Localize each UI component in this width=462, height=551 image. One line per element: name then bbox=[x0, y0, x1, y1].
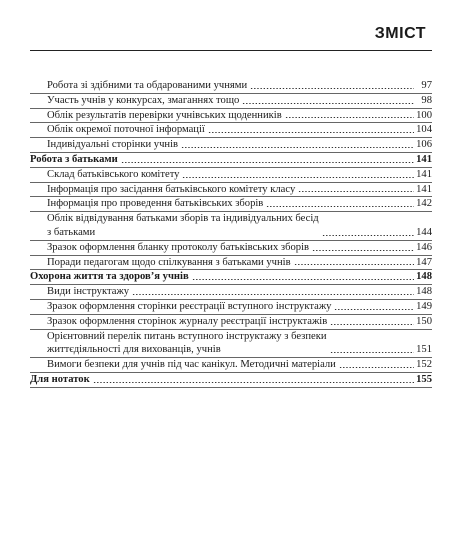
toc-page-number: 148 bbox=[416, 286, 432, 298]
toc-entry-title bbox=[47, 183, 295, 197]
toc-entry-title-line: Зразок оформлення бланку протоколу батьківських зборів bbox=[47, 241, 310, 253]
toc-entry bbox=[30, 138, 432, 153]
toc-entry-title-line: Інформація про засідання батьківського комітету класу bbox=[47, 183, 296, 195]
dot-leader bbox=[266, 205, 414, 208]
toc-entry-title-line: життєдіяльності для вихованців, учнів bbox=[47, 344, 221, 356]
dot-leader bbox=[339, 366, 414, 369]
toc-entry-title bbox=[47, 241, 309, 255]
toc-page-number: 97 bbox=[421, 80, 432, 91]
dot-leader bbox=[285, 116, 414, 119]
toc-entry-title bbox=[30, 270, 189, 284]
toc-page-number: 149 bbox=[416, 300, 432, 312]
toc-entry bbox=[30, 212, 432, 241]
page-title: ЗМІСТ bbox=[374, 25, 426, 42]
toc-entry-title-line: Інформація про проведення батьківських зборів bbox=[47, 198, 264, 210]
toc-entry-title-line: Охорона життя та здоров’я учнів bbox=[30, 271, 189, 283]
dot-leader bbox=[93, 381, 414, 384]
dot-leader bbox=[242, 102, 414, 105]
toc-entry-title-line: Облік окремої поточної інформації bbox=[47, 124, 205, 136]
toc-entry-title-line: Склад батьківського комітету bbox=[47, 168, 180, 180]
toc-entry-title bbox=[47, 330, 327, 358]
toc-entry-title-line: Облік результатів перевірки учнівських щоденників bbox=[47, 109, 282, 121]
toc-entry-title-line: Робота з батьками bbox=[30, 153, 118, 165]
toc-entry-title bbox=[47, 358, 336, 372]
toc-entry-title-line: Індивідуальні сторінки учнів bbox=[47, 139, 179, 151]
toc-entry-title-line: Робота зі здібними та обдарованими учнями bbox=[47, 80, 248, 91]
toc-page-number: 150 bbox=[416, 315, 432, 327]
header-divider bbox=[30, 50, 432, 51]
toc-entry-title bbox=[47, 138, 178, 152]
toc-entry bbox=[30, 168, 432, 183]
toc-entry-title-line: Зразок оформлення сторінок журналу реєстрації інструктажів bbox=[47, 315, 328, 327]
toc-entry-title-line: Поради педагогам щодо спілкування з батьками учнів bbox=[47, 256, 291, 268]
dot-leader bbox=[312, 249, 414, 252]
toc-page-number: 152 bbox=[416, 359, 432, 371]
toc-entry-title bbox=[47, 212, 319, 240]
toc-entry-title-line: з батьками bbox=[47, 226, 96, 238]
toc-page-number: 104 bbox=[416, 124, 432, 136]
dot-leader bbox=[192, 278, 414, 281]
toc-page-number: 142 bbox=[416, 198, 432, 210]
dot-leader bbox=[294, 263, 414, 266]
toc-page-number: 141 bbox=[416, 183, 432, 195]
toc-entry-title bbox=[47, 94, 239, 108]
toc-entry bbox=[30, 315, 432, 330]
toc-entry-title-line: Вимоги безпеки для учнів під час канікул. Методичні матеріали bbox=[47, 359, 336, 371]
toc-page-number: 141 bbox=[416, 168, 432, 180]
toc-entry bbox=[30, 109, 432, 124]
toc-page-number: 106 bbox=[416, 139, 432, 151]
toc-page-number: 100 bbox=[416, 109, 432, 121]
toc-entry-title bbox=[30, 373, 90, 387]
toc-entry-title bbox=[30, 153, 118, 167]
toc-entry bbox=[30, 330, 432, 359]
toc-entry-title-line: Для нотаток bbox=[30, 373, 90, 385]
toc-entry bbox=[30, 183, 432, 198]
toc-entry-title-line: Орієнтовний перелік питань вступного інструктажу з безпеки bbox=[47, 330, 327, 342]
toc-entry bbox=[30, 123, 432, 138]
toc-entry-title bbox=[47, 123, 205, 137]
dot-leader bbox=[182, 176, 414, 179]
toc-page-number: 144 bbox=[416, 226, 432, 238]
toc-entry-title bbox=[47, 300, 331, 314]
toc-entry-title-line: Зразок оформлення сторінки реєстрації вступного інструктажу bbox=[47, 300, 332, 312]
table-of-contents bbox=[30, 79, 432, 388]
dot-leader bbox=[250, 87, 414, 90]
toc-page-number: 141 bbox=[416, 153, 432, 165]
toc-entry bbox=[30, 241, 432, 256]
toc-page-number: 147 bbox=[416, 256, 432, 268]
dot-leader bbox=[181, 146, 414, 149]
toc-entry bbox=[30, 197, 432, 212]
toc-entry bbox=[30, 358, 432, 373]
toc-page-number: 155 bbox=[416, 373, 432, 385]
toc-entry-title-line: Види інструктажу bbox=[47, 286, 130, 298]
toc-entry-title bbox=[47, 168, 179, 182]
dot-leader bbox=[132, 293, 414, 296]
toc-entry bbox=[30, 256, 432, 271]
toc-section-entry bbox=[30, 153, 432, 168]
toc-entry bbox=[30, 300, 432, 315]
toc-entry bbox=[30, 285, 432, 300]
toc-entry bbox=[30, 79, 432, 94]
dot-leader bbox=[208, 131, 414, 134]
toc-entry-title bbox=[47, 285, 129, 299]
toc-page-number: 148 bbox=[416, 271, 432, 283]
dot-leader bbox=[330, 351, 414, 354]
toc-entry-title bbox=[47, 256, 291, 270]
dot-leader bbox=[334, 308, 414, 311]
toc-page-number: 98 bbox=[421, 94, 432, 106]
dot-leader bbox=[121, 161, 414, 164]
toc-entry-title-line: Облік відвідування батьками зборів та індивідуальних бесід bbox=[47, 213, 319, 225]
toc-entry bbox=[30, 94, 432, 109]
toc-entry-title bbox=[47, 315, 327, 329]
toc-entry-title bbox=[47, 79, 247, 93]
toc-section-entry bbox=[30, 270, 432, 285]
toc-page-number: 146 bbox=[416, 241, 432, 253]
dot-leader bbox=[330, 323, 414, 326]
dot-leader bbox=[322, 234, 414, 237]
toc-entry-title bbox=[47, 197, 263, 211]
toc-entry-title bbox=[47, 109, 282, 123]
toc-section-entry bbox=[30, 373, 432, 388]
toc-entry-title-line: Участь учнів у конкурсах, змаганнях тощо bbox=[47, 94, 240, 106]
dot-leader bbox=[298, 190, 414, 193]
toc-page-number: 151 bbox=[416, 344, 432, 356]
